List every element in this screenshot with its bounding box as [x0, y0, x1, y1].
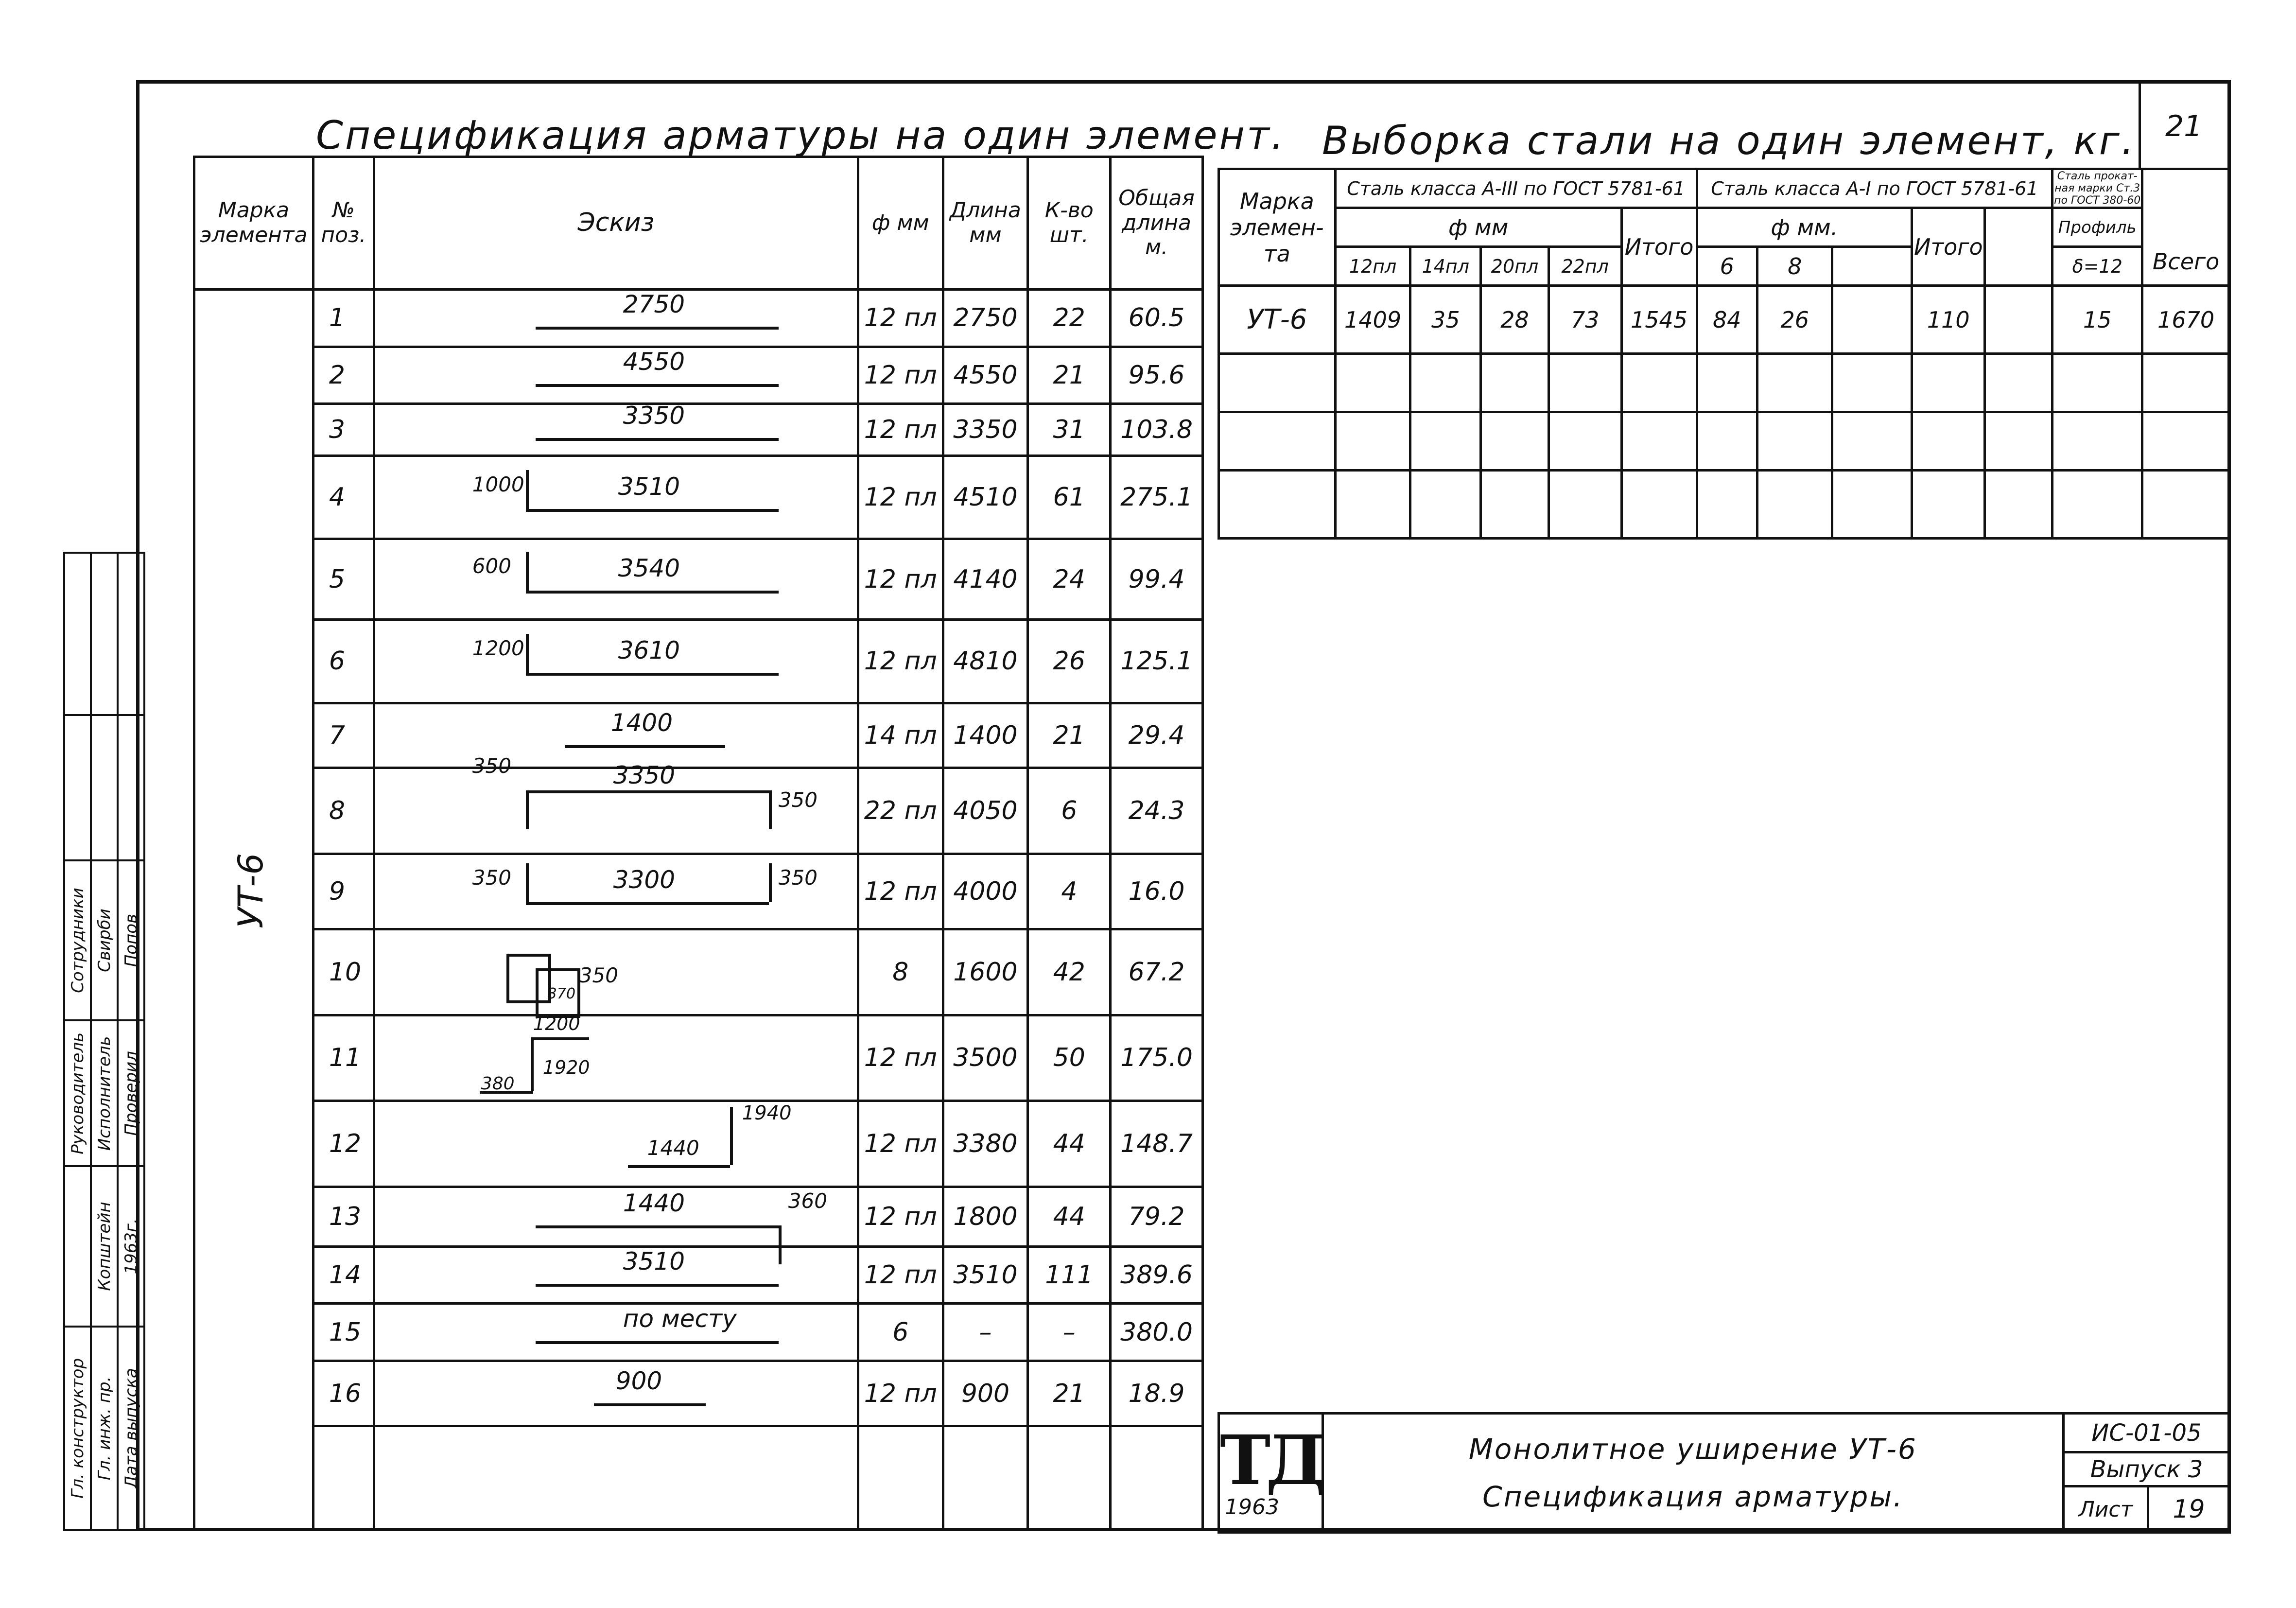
sel-all: 1670 — [2142, 286, 2230, 354]
sel-total1: 1545 — [1621, 286, 1697, 354]
side-sign — [64, 553, 91, 715]
total-length-cell: 389.6 — [1111, 1246, 1203, 1304]
dim-label: 3540 — [618, 554, 680, 583]
diameter-cell: 12 пл — [858, 289, 943, 347]
stamp-title-2: Спецификация арматуры. — [1482, 1480, 1904, 1513]
sketch-cell — [374, 1187, 858, 1246]
total-length-cell: 18.9 — [1111, 1361, 1203, 1426]
spec-row — [194, 404, 1203, 456]
rebar-line — [536, 1284, 779, 1287]
qty-cell: 24 — [1028, 539, 1111, 620]
total-length-cell: 380.0 — [1111, 1304, 1203, 1361]
side-name: Свирби — [91, 860, 118, 1021]
header-pos: № поз. — [313, 157, 374, 290]
position-cell: 12 — [313, 1101, 374, 1187]
total-length-cell: 24.3 — [1111, 768, 1203, 854]
dim-label: 1940 — [742, 1102, 792, 1125]
sel-header-group3: Сталь прокат- ная марки Ст.3 по ГОСТ 380-60 — [2052, 169, 2142, 208]
sel-header-dia1: ф мм — [1335, 208, 1621, 247]
doc-code: ИС-01-05 — [2064, 1414, 2230, 1452]
sel-value — [1832, 286, 1912, 354]
sheet-number: 19 — [2148, 1486, 2229, 1533]
total-length-cell: 60.5 — [1111, 289, 1203, 347]
spec-title: Спецификация арматуры на один элемент. — [316, 113, 1286, 158]
position-cell: 15 — [313, 1304, 374, 1361]
side-sign — [64, 1166, 91, 1326]
rebar-sketch — [375, 934, 857, 1010]
position-cell: 5 — [313, 539, 374, 620]
rebar-line — [536, 384, 779, 387]
position-cell: 13 — [313, 1187, 374, 1246]
total-length-cell: 79.2 — [1111, 1187, 1203, 1246]
rebar-sketch — [375, 625, 857, 698]
position-cell: 11 — [313, 1015, 374, 1101]
sketch-cell — [374, 289, 858, 347]
logo-year: 1963 — [1225, 1494, 1279, 1520]
position-cell: 1 — [313, 289, 374, 347]
qty-cell: 4 — [1028, 854, 1111, 929]
rebar-sketch — [375, 1102, 857, 1181]
spec-table — [193, 156, 1204, 1531]
rebar-line — [526, 790, 769, 793]
dim-label: 600 — [472, 554, 511, 578]
rebar-line — [536, 438, 779, 441]
spec-row — [194, 1361, 1203, 1426]
rebar-hook — [769, 863, 772, 902]
rebar-line — [536, 1225, 779, 1228]
side-sign — [118, 715, 144, 860]
sel-col-12: 12пл — [1335, 247, 1410, 286]
sketch-cell — [374, 753, 858, 854]
rebar-sketch — [375, 1304, 857, 1357]
spec-row — [194, 620, 1203, 703]
page-number: 21 — [2165, 109, 2203, 143]
rebar-sketch — [375, 1013, 857, 1096]
rebar-hook — [526, 552, 529, 591]
signature-table — [63, 552, 145, 1531]
total-length-cell: 29.4 — [1111, 703, 1203, 768]
rebar-sketch — [375, 402, 857, 452]
title-cell — [1322, 1414, 2063, 1533]
sketch-cell — [374, 1246, 858, 1304]
sketch-cell — [374, 404, 858, 456]
sel-col-22: 22пл — [1548, 247, 1621, 286]
length-cell: 4050 — [943, 768, 1028, 854]
rebar-hook — [526, 790, 529, 829]
position-cell: 9 — [313, 854, 374, 929]
dim-label: 350 — [472, 866, 511, 890]
issue: Выпуск 3 — [2064, 1452, 2230, 1486]
total-length-cell: 175.0 — [1111, 1015, 1203, 1101]
dim-label: 370 — [547, 985, 576, 1003]
dim-label: 360 — [788, 1189, 827, 1213]
side-sign — [118, 553, 144, 715]
header-mark: Марка элемента — [194, 157, 313, 290]
dim-label: 1000 — [472, 472, 524, 497]
sel-value: 84 — [1697, 286, 1757, 354]
side-name: Попов — [118, 860, 144, 1021]
rebar-line — [628, 1165, 730, 1168]
position-cell: 6 — [313, 620, 374, 703]
sel-value: 26 — [1757, 286, 1832, 354]
header-length: Длина мм — [943, 157, 1028, 290]
rebar-sketch — [375, 290, 857, 342]
length-cell: 1600 — [943, 929, 1028, 1015]
diameter-cell: 12 пл — [858, 620, 943, 703]
sketch-cell — [374, 1361, 858, 1426]
dim-label: по месту — [623, 1304, 737, 1333]
rebar-sketch — [375, 1247, 857, 1299]
rebar-sketch — [375, 1191, 857, 1242]
qty-cell: 6 — [1028, 768, 1111, 854]
spec-row — [194, 1015, 1203, 1101]
spec-row — [194, 929, 1203, 1015]
position-cell: 2 — [313, 347, 374, 404]
position-cell: 7 — [313, 703, 374, 768]
sel-header-mark: Марка элемен- та — [1219, 169, 1336, 286]
rebar-line — [565, 745, 725, 748]
diameter-cell: 12 пл — [858, 1015, 943, 1101]
spec-row — [194, 539, 1203, 620]
qty-cell: 61 — [1028, 456, 1111, 539]
side-name: Копштейн — [91, 1166, 118, 1326]
rebar-hook — [769, 790, 772, 829]
length-cell: 1400 — [943, 703, 1028, 768]
length-cell: 3500 — [943, 1015, 1028, 1101]
qty-cell: 21 — [1028, 703, 1111, 768]
sketch-cell — [374, 347, 858, 404]
rebar-line — [594, 1403, 706, 1406]
sketch-cell — [374, 1015, 858, 1101]
spec-row — [194, 289, 1203, 347]
diameter-cell: 12 пл — [858, 456, 943, 539]
sel-header-profile: Профиль — [2052, 208, 2142, 247]
total-length-cell: 148.7 — [1111, 1101, 1203, 1187]
diameter-cell: 12 пл — [858, 539, 943, 620]
sketch-cell — [374, 854, 858, 929]
selection-table — [1218, 168, 2231, 540]
sel-data-row — [1219, 286, 2230, 354]
total-length-cell: 67.2 — [1111, 929, 1203, 1015]
spec-row — [194, 1304, 1203, 1361]
sel-value: 28 — [1481, 286, 1549, 354]
dim-label: 350 — [778, 866, 818, 890]
sel-profile: 15 — [2052, 286, 2142, 354]
rebar-line — [730, 1107, 733, 1165]
page-number-divider — [2139, 80, 2141, 170]
rebar-hook — [526, 634, 529, 673]
length-cell: 3380 — [943, 1101, 1028, 1187]
rebar-sketch — [375, 1365, 857, 1421]
diameter-cell: 12 пл — [858, 347, 943, 404]
td-logo: ТД — [1220, 1420, 1322, 1501]
sel-mark: УТ-6 — [1219, 286, 1336, 354]
spec-row — [194, 456, 1203, 539]
spec-header-row — [194, 157, 1203, 290]
dim-label: 3300 — [613, 866, 676, 894]
sel-value: 35 — [1410, 286, 1481, 354]
total-length-cell: 275.1 — [1111, 456, 1203, 539]
dim-label: 1400 — [610, 709, 673, 737]
dim-label: 350 — [579, 963, 618, 988]
dim-label: 1200 — [472, 636, 524, 661]
dim-label: 350 — [472, 753, 511, 778]
sel-value: 1409 — [1335, 286, 1410, 354]
side-sign — [91, 715, 118, 860]
rebar-line — [526, 902, 769, 905]
diameter-cell: 12 пл — [858, 1101, 943, 1187]
sketch-cell — [374, 1304, 858, 1361]
rebar-sketch — [375, 461, 857, 534]
rebar-line — [536, 327, 779, 330]
sel-col-6: 6 — [1697, 247, 1757, 286]
qty-cell: 42 — [1028, 929, 1111, 1015]
length-cell: 2750 — [943, 289, 1028, 347]
rebar-hook — [526, 863, 529, 902]
position-cell: 10 — [313, 929, 374, 1015]
rebar-sketch — [375, 544, 857, 614]
dim-label: 3350 — [613, 761, 676, 789]
header-qty: К-во шт. — [1028, 157, 1111, 290]
qty-cell: 26 — [1028, 620, 1111, 703]
sel-total2: 110 — [1912, 286, 1985, 354]
rebar-hook — [526, 470, 529, 509]
rebar-sketch — [375, 858, 857, 924]
diameter-cell: 12 пл — [858, 1187, 943, 1246]
side-role: Гл. конструктор — [64, 1327, 91, 1530]
length-cell: 4140 — [943, 539, 1028, 620]
diameter-cell: 12 пл — [858, 1246, 943, 1304]
sketch-cell — [374, 703, 858, 768]
length-cell: 900 — [943, 1361, 1028, 1426]
side-name: Сотрудники — [64, 860, 91, 1021]
sel-header-all: Всего — [2142, 169, 2230, 286]
qty-cell: 21 — [1028, 347, 1111, 404]
sel-header-dia2: ф мм. — [1697, 208, 1912, 247]
spec-row — [194, 854, 1203, 929]
total-length-cell: 95.6 — [1111, 347, 1203, 404]
sel-col-20: 20пл — [1481, 247, 1549, 286]
dim-label: 3510 — [618, 472, 680, 501]
side-role: Проверил — [118, 1020, 144, 1166]
side-role: Дата выпуска — [118, 1327, 144, 1530]
diameter-cell: 12 пл — [858, 1361, 943, 1426]
rebar-line — [526, 591, 779, 594]
side-role: Гл. инж. пр. — [91, 1327, 118, 1530]
diameter-cell: 22 пл — [858, 768, 943, 854]
sketch-cell — [374, 929, 858, 1015]
sel-header-group1: Сталь класса А-III по ГОСТ 5781-61 — [1335, 169, 1697, 208]
total-length-cell: 125.1 — [1111, 620, 1203, 703]
spec-row — [194, 1246, 1203, 1304]
diameter-cell: 12 пл — [858, 404, 943, 456]
position-cell: 4 — [313, 456, 374, 539]
length-cell: 4550 — [943, 347, 1028, 404]
dim-label: 3350 — [623, 402, 685, 430]
signature-side-block — [63, 552, 143, 1531]
rebar-line — [531, 1037, 589, 1040]
dim-label: 1200 — [533, 1013, 580, 1034]
sel-header-total2: Итого — [1912, 208, 1985, 286]
sketch-cell — [374, 620, 858, 703]
dim-label: 380 — [481, 1073, 515, 1094]
dim-label: 350 — [778, 787, 818, 812]
sel-col-extra — [1832, 247, 1912, 286]
qty-cell: 44 — [1028, 1187, 1111, 1246]
side-sign — [91, 553, 118, 715]
length-cell: 3350 — [943, 404, 1028, 456]
logo-cell — [1219, 1414, 1323, 1533]
sketch-cell — [374, 456, 858, 539]
sketch-cell — [374, 539, 858, 620]
element-mark: УТ-6 — [231, 853, 271, 928]
dim-label: 3510 — [623, 1247, 685, 1276]
sel-empty — [1985, 286, 2052, 354]
spec-row — [194, 1101, 1203, 1187]
spec-row — [194, 347, 1203, 404]
dim-label: 1440 — [623, 1189, 685, 1218]
side-role: Исполнитель — [91, 1020, 118, 1166]
length-cell: 3510 — [943, 1246, 1028, 1304]
qty-cell: 111 — [1028, 1246, 1111, 1304]
spec-row — [194, 1187, 1203, 1246]
qty-cell: – — [1028, 1304, 1111, 1361]
dim-label: 900 — [615, 1367, 662, 1396]
length-cell: 4000 — [943, 854, 1028, 929]
length-cell: 4810 — [943, 620, 1028, 703]
sel-header-empty — [1985, 208, 2052, 286]
dim-label: 1440 — [647, 1136, 699, 1160]
rebar-line — [531, 1037, 534, 1091]
diameter-cell: 8 — [858, 929, 943, 1015]
qty-cell: 44 — [1028, 1101, 1111, 1187]
qty-cell: 21 — [1028, 1361, 1111, 1426]
qty-cell: 50 — [1028, 1015, 1111, 1101]
sheet-label: Лист — [2064, 1486, 2148, 1533]
sketch-cell — [374, 1101, 858, 1187]
spec-row — [194, 768, 1203, 854]
rebar-line — [526, 673, 779, 676]
side-sign — [64, 715, 91, 860]
total-length-cell: 16.0 — [1111, 854, 1203, 929]
position-cell: 16 — [313, 1361, 374, 1426]
length-cell: 1800 — [943, 1187, 1028, 1246]
total-length-cell: 99.4 — [1111, 539, 1203, 620]
header-total: Общая длина м. — [1111, 157, 1203, 290]
side-date: 1963г. — [118, 1166, 144, 1326]
diameter-cell: 6 — [858, 1304, 943, 1361]
dim-label: 4550 — [623, 347, 685, 376]
sel-col-delta: δ=12 — [2052, 247, 2142, 286]
rebar-sketch — [375, 753, 857, 849]
rebar-sketch — [375, 347, 857, 400]
rebar-line — [526, 509, 779, 512]
position-cell: 14 — [313, 1246, 374, 1304]
sel-col-14: 14пл — [1410, 247, 1481, 286]
side-role: Руководитель — [64, 1020, 91, 1166]
rebar-line — [536, 1341, 779, 1344]
dim-label: 2750 — [623, 290, 685, 319]
sel-header-group2: Сталь класса А-I по ГОСТ 5781-61 — [1697, 169, 2052, 208]
dim-label: 1920 — [542, 1056, 590, 1078]
selection-title: Выборка стали на один элемент, кг. — [1322, 118, 2136, 163]
length-cell: 4510 — [943, 456, 1028, 539]
qty-cell: 22 — [1028, 289, 1111, 347]
qty-cell: 31 — [1028, 404, 1111, 456]
rebar-sketch — [375, 707, 857, 763]
stamp-title-1: Монолитное уширение УТ-6 — [1468, 1433, 1917, 1466]
total-length-cell: 103.8 — [1111, 404, 1203, 456]
sel-col-8: 8 — [1757, 247, 1832, 286]
header-diameter: ф мм — [858, 157, 943, 290]
sel-header-total1: Итого — [1621, 208, 1697, 286]
diameter-cell: 12 пл — [858, 854, 943, 929]
header-sketch: Эскиз — [374, 157, 858, 290]
position-cell: 3 — [313, 404, 374, 456]
diameter-cell: 14 пл — [858, 703, 943, 768]
length-cell: – — [943, 1304, 1028, 1361]
position-cell: 8 — [313, 768, 374, 854]
title-block — [1218, 1412, 2231, 1534]
sel-value: 73 — [1548, 286, 1621, 354]
dim-label: 3610 — [618, 636, 680, 665]
spec-row — [194, 703, 1203, 768]
